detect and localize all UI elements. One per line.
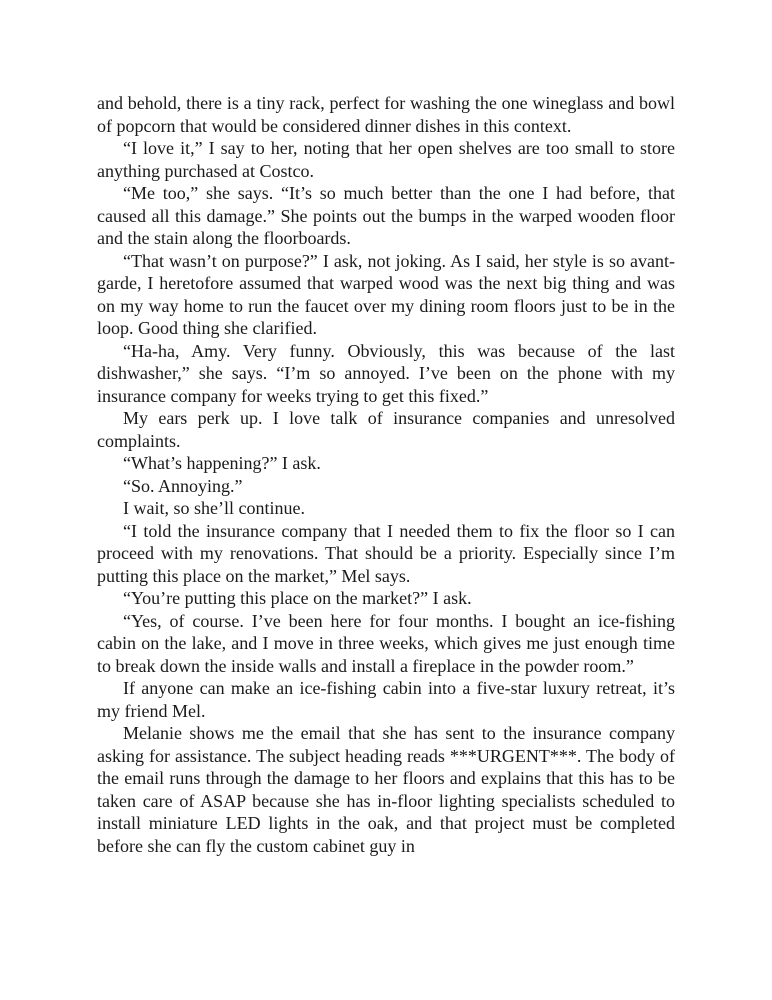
paragraph: “Yes, of course. I’ve been here for four months. I bought an ice-fishing cabin on the lake, and I move in three weeks, which gives me just enough time to break down the inside walls and install a fireplace in the powder room.” [97,610,675,676]
paragraph: My ears perk up. I love talk of insurance companies and unresolved complaints. [97,408,675,451]
paragraph: “What’s happening?” I ask. [123,453,321,473]
paragraph: Melanie shows me the email that she has sent to the insurance company asking for assistance. The subject heading reads ***URGENT***. The body of the email runs through the damage to her floors and explains that this has to be taken care of ASAP because she has in-floor lighting specialists scheduled to install miniature LED lights in the oak, and that project must be completed before she can fly the custom cabinet guy in [97,723,675,856]
paragraph: “Ha-ha, Amy. Very funny. Obviously, this was because of the last dishwasher,” she says. “I’m so annoyed. I’ve been on the phone with my insurance company for weeks trying to get this fixed.” [97,340,675,406]
paragraph: If anyone can make an ice-fishing cabin into a five-star luxury retreat, it’s my friend Mel. [97,678,675,721]
paragraph: “I love it,” I say to her, noting that her open shelves are too small to store anything purchased at Costco. [97,138,675,181]
paragraph: I wait, so she’ll continue. [123,498,305,518]
paragraph: “You’re putting this place on the market?” I ask. [123,588,472,608]
paragraph: “Me too,” she says. “It’s so much better than the one I had before, that caused all this damage.” She points out the bumps in the warped wooden floor and the stain along the floorboards. [97,183,675,248]
page-text [97,92,675,857]
paragraph: “That wasn’t on purpose?” I ask, not joking. As I said, her style is so avant-garde, I heretofore assumed that warped wood was the next big thing and was on my way home to run the faucet over my dining room floors just to be in the loop. Good thing she clarified. [97,250,675,338]
paragraph: “So. Annoying.” [123,475,243,496]
paragraph: “I told the insurance company that I needed them to fix the floor so I can proceed with my renovations. That should be a priority. Especially since I’m putting this place on the market,” Mel says. [97,520,675,586]
paragraph: and behold, there is a tiny rack, perfect for washing the one wineglass and bowl of popcorn that would be considered dinner dishes in this context. [97,93,675,136]
